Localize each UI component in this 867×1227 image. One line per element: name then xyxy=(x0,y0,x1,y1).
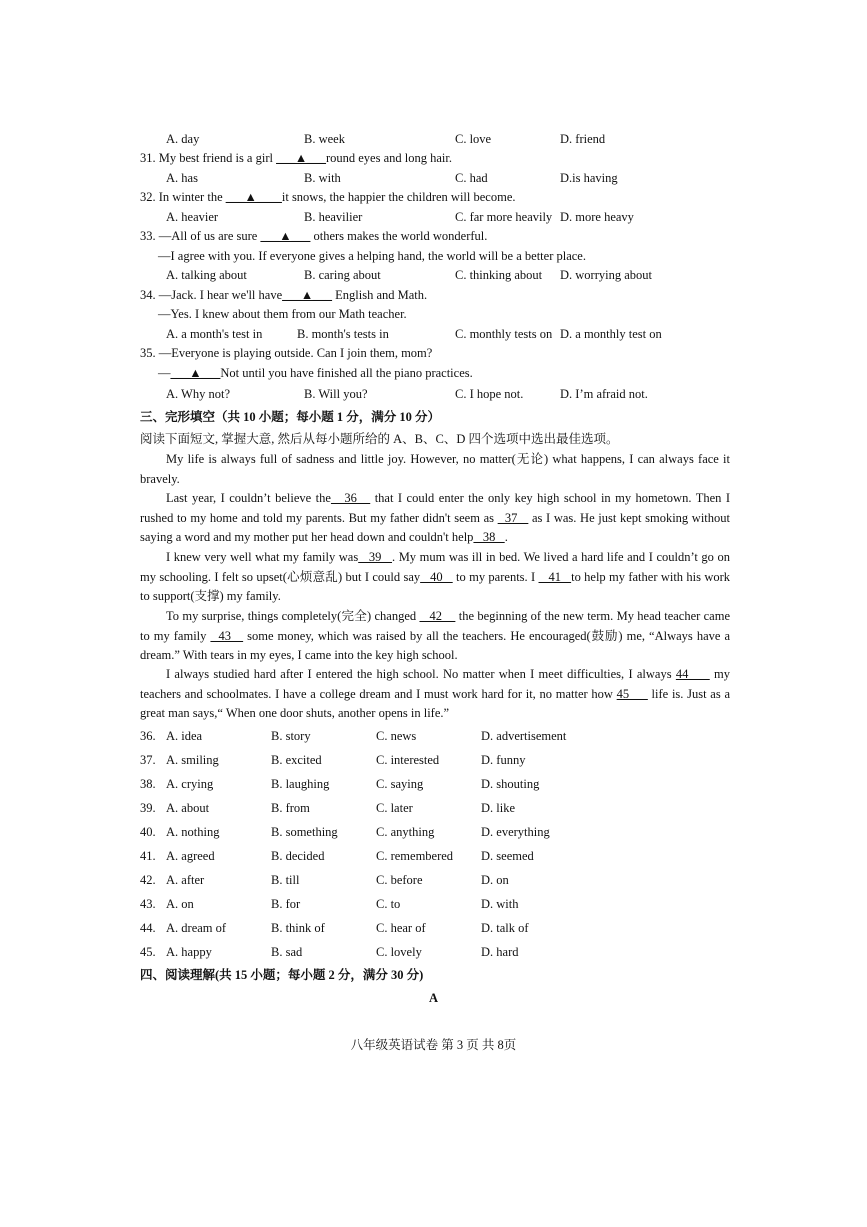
cloze-option-number: 39. xyxy=(140,801,156,815)
cloze-option-c: C. news xyxy=(376,729,417,743)
passage-paragraph-4 xyxy=(140,607,730,666)
cloze-blank-43: 43 xyxy=(210,628,244,643)
q34-stem-prefix: 34. —Jack. I hear we'll have xyxy=(140,288,283,302)
passage-paragraph-2 xyxy=(140,489,730,548)
cloze-blank-41: 41 xyxy=(538,569,572,584)
cloze-option-b: B. think of xyxy=(271,921,325,935)
q35-option-c: C. I hope not. xyxy=(455,387,524,401)
q34-blank: ___▲___ xyxy=(282,288,333,302)
cloze-option-a: A. smiling xyxy=(166,753,219,767)
passage-text: . My mum was ill in bed. We lived a hard life and I couldn’t go on my schooling. I felt so upset(心烦意乱) but I could say xyxy=(140,550,730,584)
q34-stem-line2: —Yes. I knew about them from our Math teacher. xyxy=(158,307,407,321)
cloze-blank-40: 40 xyxy=(420,569,453,584)
cloze-option-b: B. something xyxy=(271,825,338,839)
q34-stem-suffix: English and Math. xyxy=(332,288,428,302)
page-footer: 八年级英语试卷 第 3 页 共 8页 xyxy=(350,1038,517,1052)
q35-stem-line2 xyxy=(158,364,473,382)
q31-stem-prefix: 31. My best friend is a girl xyxy=(140,151,277,165)
q35-option-b: B. Will you? xyxy=(304,387,368,401)
q35-stem-suffix: Not until you have finished all the piano practices. xyxy=(220,366,473,380)
q30-option-a: A. day xyxy=(166,132,200,146)
passage-paragraph-5 xyxy=(140,665,730,724)
q33-stem-suffix: others makes the world wonderful. xyxy=(310,229,488,243)
q35-option-a: A. Why not? xyxy=(166,387,230,401)
passage-text: my teachers and schoolmates. I have a college dream and I must work hard for it, no matter how xyxy=(140,667,730,701)
passage-text: to my parents. I xyxy=(452,569,539,584)
passage-text: My life is always full of sadness and little joy. However, no matter(无论) what happens, I can always face it bravely. xyxy=(140,452,730,486)
section4-passage-label: A xyxy=(428,991,439,1005)
q34-option-c: C. monthly tests on xyxy=(455,327,553,341)
cloze-option-a: A. happy xyxy=(166,945,212,959)
cloze-option-d: D. everything xyxy=(481,825,550,839)
cloze-option-number: 41. xyxy=(140,849,156,863)
q32-option-b: B. heavilier xyxy=(304,210,363,224)
passage-paragraph-1 xyxy=(140,450,730,489)
cloze-option-d: D. funny xyxy=(481,753,526,767)
passage-text: Last year, I couldn’t believe the xyxy=(166,491,331,505)
cloze-option-d: D. with xyxy=(481,897,519,911)
q33-stem-line2: —I agree with you. If everyone gives a helping hand, the world will be a better place. xyxy=(158,249,586,263)
cloze-option-d: D. shouting xyxy=(481,777,540,791)
cloze-option-b: B. excited xyxy=(271,753,322,767)
section3-heading: 三、完形填空（共 10 小题；每小题 1 分，满分 10 分） xyxy=(140,410,441,424)
passage-text: to help my father with his work to support(支撑) my family. xyxy=(140,569,731,604)
q35-dash: — xyxy=(158,366,171,380)
q31-blank: ___▲___ xyxy=(276,151,326,165)
q33-stem xyxy=(140,227,487,245)
cloze-option-c: C. lovely xyxy=(376,945,422,959)
cloze-option-b: B. decided xyxy=(271,849,325,863)
passage-paragraph-3 xyxy=(140,548,730,607)
cloze-option-b: B. story xyxy=(271,729,311,743)
cloze-option-a: A. nothing xyxy=(166,825,220,839)
cloze-option-b: B. from xyxy=(271,801,310,815)
q31-stem-suffix: round eyes and long hair. xyxy=(325,151,452,165)
passage-text: I always studied hard after I entered the high school. No matter when I meet difficulties, I always xyxy=(166,667,676,681)
cloze-option-a: A. idea xyxy=(166,729,203,743)
passage-text: that I could enter the only key high school in my hometown. Then I rushed to my home and told my parents. But my father didn't seem as xyxy=(140,491,731,525)
q34-option-a: A. a month's test in xyxy=(166,327,263,341)
q31-option-a: A. has xyxy=(166,171,198,185)
q32-option-d: D. more heavy xyxy=(560,210,634,224)
q35-stem: 35. —Everyone is playing outside. Can I join them, mom? xyxy=(140,346,433,360)
q31-stem xyxy=(140,149,452,167)
cloze-option-c: C. hear of xyxy=(376,921,426,935)
cloze-option-c: C. anything xyxy=(376,825,435,839)
q31-option-d: D.is having xyxy=(560,171,618,185)
cloze-blank-44: 44 xyxy=(675,667,710,681)
cloze-option-d: D. talk of xyxy=(481,921,529,935)
passage-text: life is. Just as a great man says,“ When one door shuts, another opens in life.” xyxy=(140,686,731,721)
cloze-option-number: 37. xyxy=(140,753,156,767)
cloze-blank-37: 37 xyxy=(497,510,529,525)
cloze-blank-36: 36 xyxy=(330,491,371,505)
q32-stem-prefix: 32. In winter the xyxy=(140,190,226,204)
cloze-option-c: C. interested xyxy=(376,753,440,767)
cloze-option-number: 38. xyxy=(140,777,156,791)
section4-heading: 四、阅读理解(共 15 小题；每小题 2 分，满分 30 分) xyxy=(140,968,424,982)
q33-option-d: D. worrying about xyxy=(560,268,652,282)
passage-text: . xyxy=(504,530,508,545)
q32-option-c: C. far more heavily xyxy=(455,210,553,224)
cloze-option-number: 40. xyxy=(140,825,156,839)
q35-option-d: D. I’m afraid not. xyxy=(560,387,648,401)
cloze-blank-45: 45 xyxy=(616,686,648,701)
q35-blank: ___▲___ xyxy=(170,366,221,380)
cloze-option-number: 44. xyxy=(140,921,156,935)
passage-text: the beginning of the new term. My head teacher came to my family xyxy=(140,609,731,643)
q33-option-c: C. thinking about xyxy=(455,268,543,282)
cloze-option-b: B. sad xyxy=(271,945,303,959)
passage-text: To my surprise, things completely(完全) changed xyxy=(166,609,420,623)
passage-text: I knew very well what my family was xyxy=(166,550,359,564)
q32-blank: ___▲____ xyxy=(225,190,282,204)
cloze-option-a: A. dream of xyxy=(166,921,227,935)
q30-option-d: D. friend xyxy=(560,132,606,146)
cloze-option-b: B. till xyxy=(271,873,300,887)
cloze-option-number: 42. xyxy=(140,873,156,887)
q32-stem xyxy=(140,188,516,206)
cloze-option-a: A. crying xyxy=(166,777,214,791)
q33-stem-prefix: 33. —All of us are sure xyxy=(140,229,261,243)
cloze-option-c: C. to xyxy=(376,897,401,911)
cloze-option-number: 43. xyxy=(140,897,156,911)
cloze-option-a: A. about xyxy=(166,801,210,815)
q33-option-a: A. talking about xyxy=(166,268,247,282)
q32-stem-suffix: it snows, the happier the children will become. xyxy=(281,190,516,204)
passage-text: as I was. He just kept smoking without saying a word and my mother put her head down and couldn't help xyxy=(140,510,731,545)
cloze-option-number: 45. xyxy=(140,945,156,959)
q30-option-b: B. week xyxy=(304,132,345,146)
passage-text: some money, which was raised by all the teachers. He encouraged(鼓励) me, “Always have a dream.” With tears in my eyes, I came into the key high school. xyxy=(140,628,731,663)
cloze-option-b: B. laughing xyxy=(271,777,330,791)
q34-stem xyxy=(140,286,427,304)
cloze-blank-42: 42 xyxy=(419,609,456,623)
cloze-option-a: A. on xyxy=(166,897,194,911)
cloze-option-c: C. before xyxy=(376,873,423,887)
q34-option-b: B. month's tests in xyxy=(297,327,389,341)
cloze-blank-38: 38 xyxy=(473,530,505,545)
cloze-option-d: D. seemed xyxy=(481,849,534,863)
cloze-option-d: D. advertisement xyxy=(481,729,567,743)
cloze-option-d: D. on xyxy=(481,873,509,887)
cloze-blank-39: 39 xyxy=(358,550,393,564)
cloze-option-b: B. for xyxy=(271,897,301,911)
cloze-option-d: D. hard xyxy=(481,945,519,959)
q33-option-b: B. caring about xyxy=(304,268,381,282)
q31-option-b: B. with xyxy=(304,171,341,185)
section3-instruction: 阅读下面短文, 掌握大意, 然后从每小题所给的 A、B、C、D 四个选项中选出最佳选项。 xyxy=(140,432,619,446)
cloze-option-number: 36. xyxy=(140,729,156,743)
q34-option-d: D. a monthly test on xyxy=(560,327,662,341)
q30-option-c: C. love xyxy=(455,132,492,146)
cloze-option-c: C. saying xyxy=(376,777,424,791)
cloze-option-c: C. later xyxy=(376,801,413,815)
cloze-option-a: A. after xyxy=(166,873,205,887)
cloze-option-d: D. like xyxy=(481,801,516,815)
q32-option-a: A. heavier xyxy=(166,210,219,224)
q33-blank: ___▲___ xyxy=(260,229,311,243)
q31-option-c: C. had xyxy=(455,171,488,185)
cloze-option-c: C. remembered xyxy=(376,849,454,863)
cloze-option-a: A. agreed xyxy=(166,849,215,863)
